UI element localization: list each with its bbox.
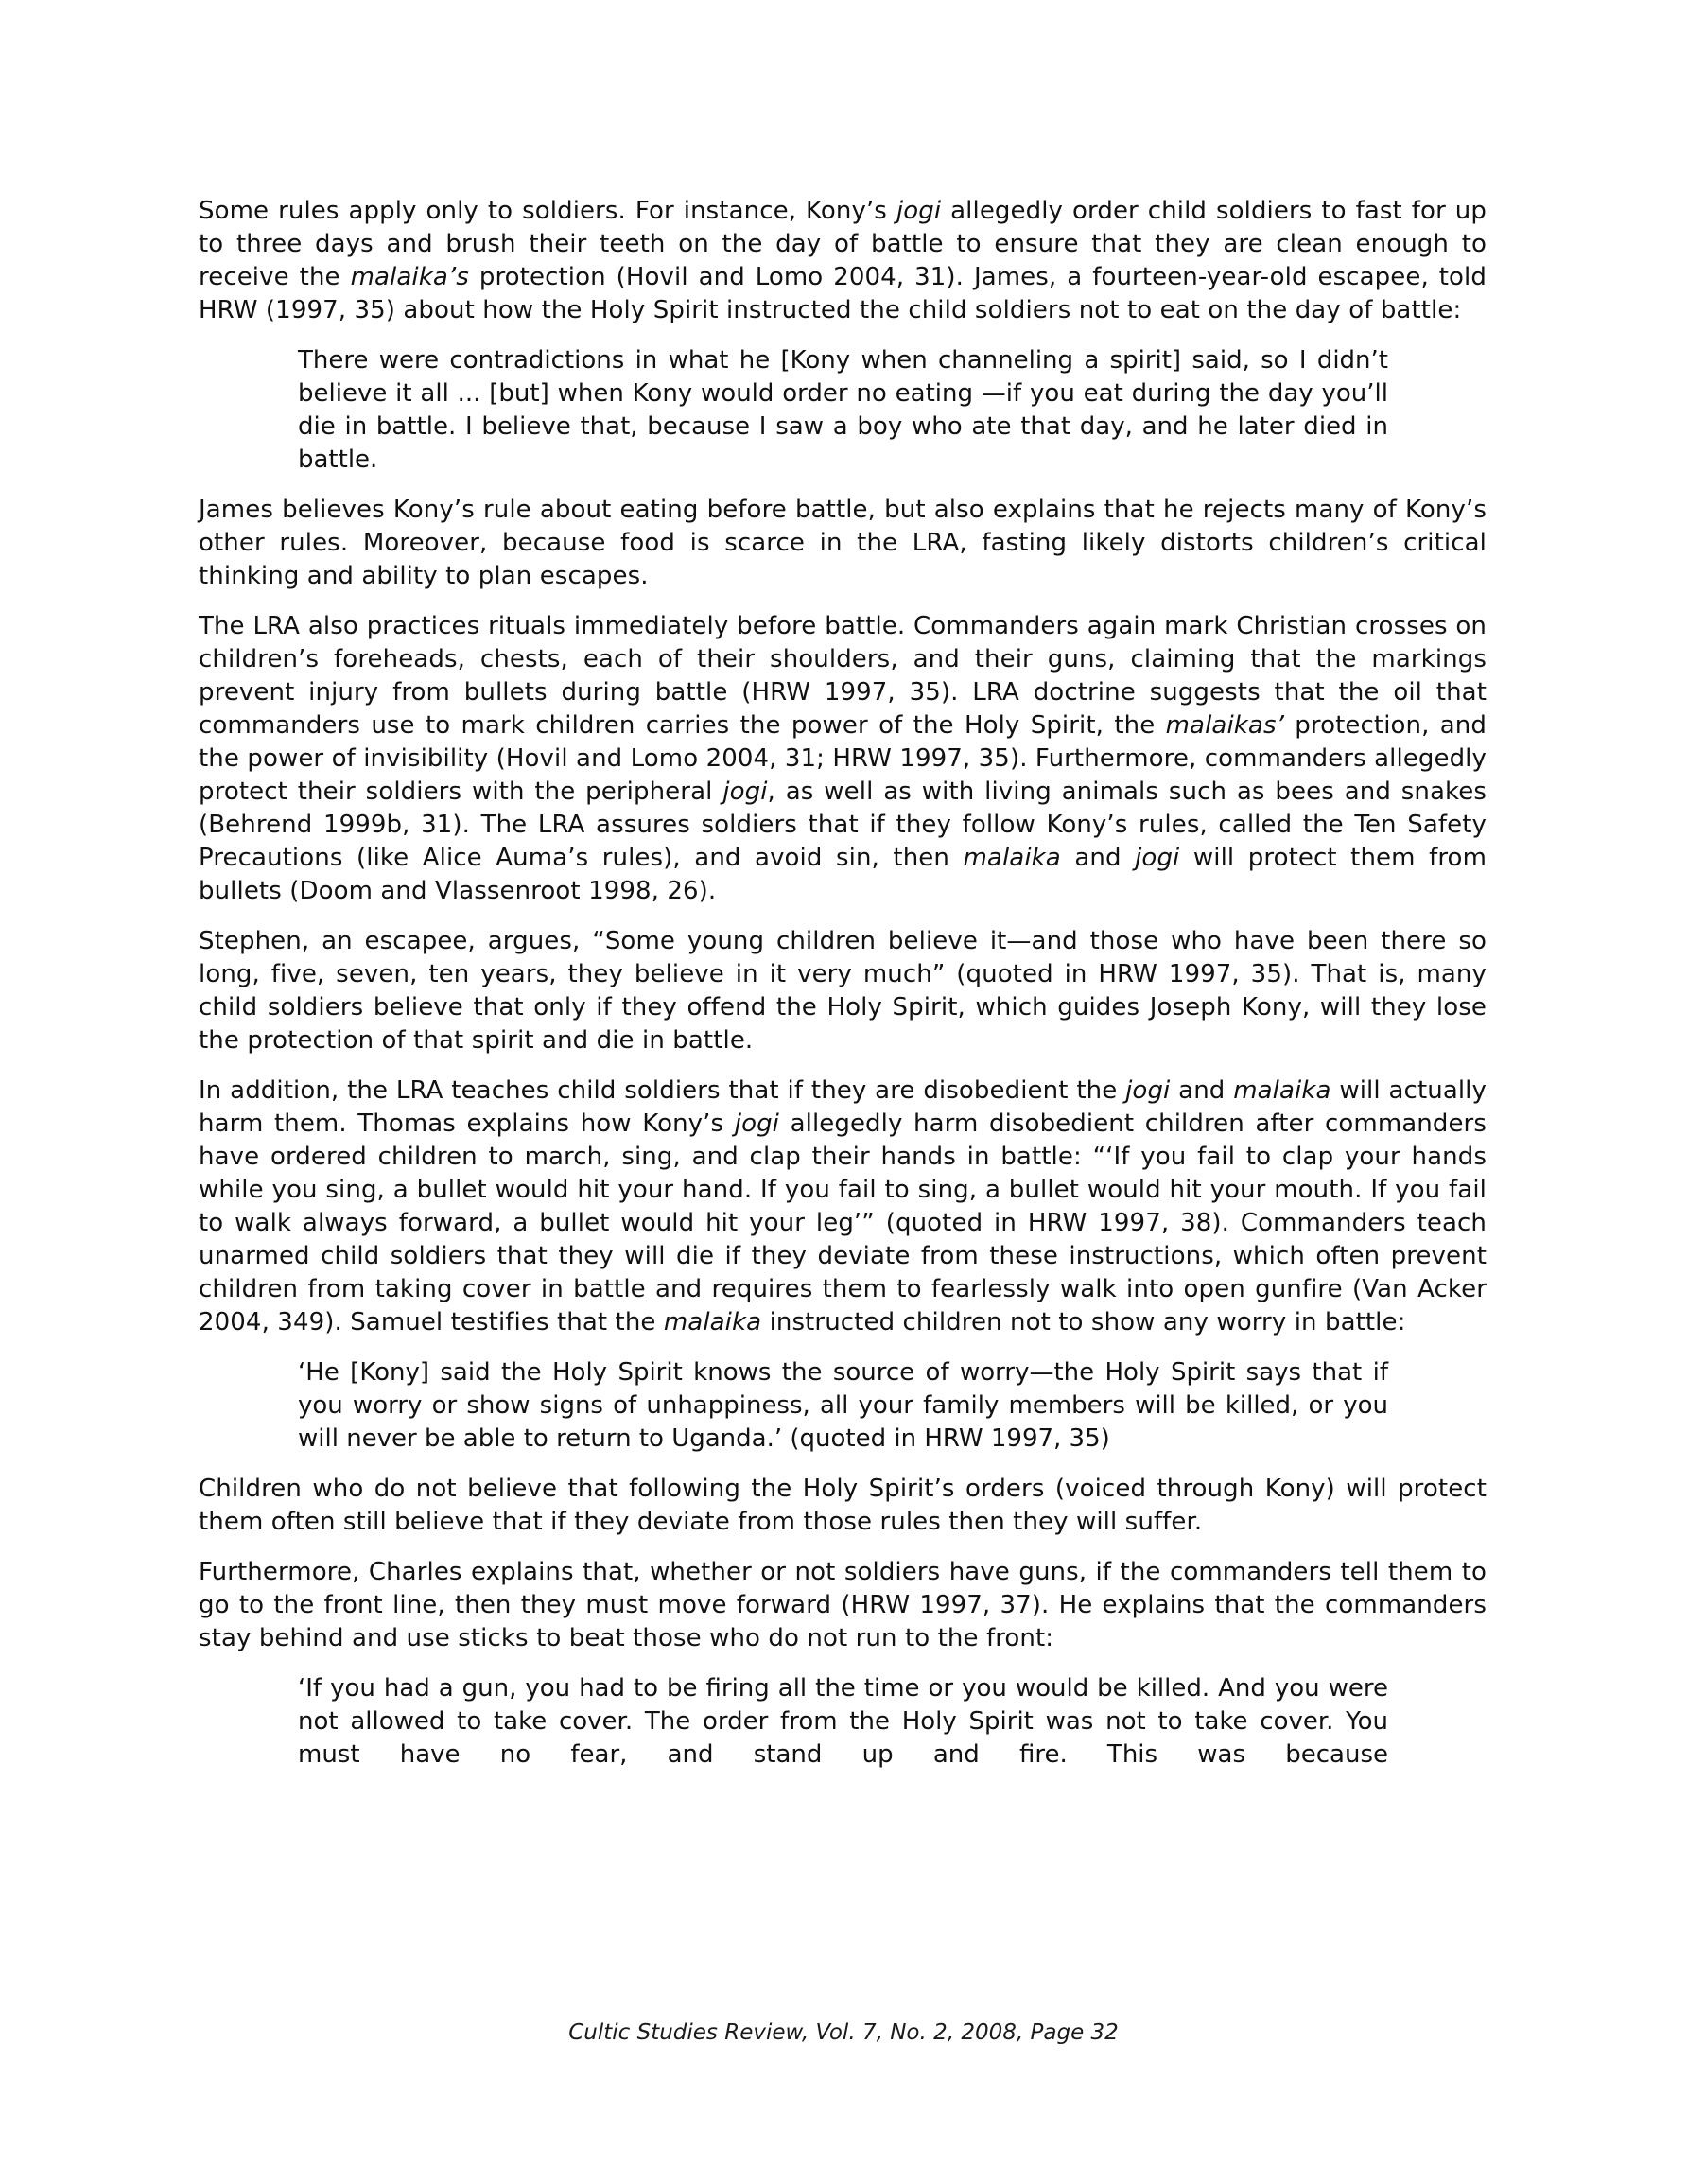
italic-term: jogi [1125,1076,1171,1105]
italic-term: jogi [722,778,768,806]
text-run: and [1060,844,1136,872]
italic-term: jogi [1135,844,1180,872]
text-run: instructed children not to show any worry in battle: [761,1308,1406,1337]
text-run: Stephen, an escapee, argues, “Some young children believe it—and those who have been there so long, five, seven, ten years, they believe in it very much” (quoted in HRW 1997, 35). That is, many child soldiers believe that only if they offend the Holy Spirit, which guides Joseph Kony, will they lose the protection of that spirit and die in battle. [199,927,1487,1055]
body-paragraph [199,1075,1487,1339]
text-run: Children who do not believe that following the Holy Spirit’s orders (voiced through Kony) will protect them often still believe that if they deviate from those rules then they will suffer. [199,1475,1487,1536]
text-run: James believes Kony’s rule about eating before battle, but also explains that he rejects many of Kony’s other rules. Moreover, because food is scarce in the LRA, fasting likely distorts children’s critical thinking and ability to plan escapes. [199,496,1487,590]
text-run: allegedly harm disobedient children after commanders have ordered children to march, sing, and clap their hands in battle: “‘If you fail to clap your hands while you sing, a bullet would hit your hand. If you fail to sing, a bullet would hit your mouth. If you fail to walk always forward, a bullet would hit your leg’” (quoted in HRW 1997, 38). Commanders teach unarmed child soldiers that they will die if they deviate from these instructions, which often prevent children from taking cover in battle and requires them to fearlessly walk into open gunfire (Van Acker 2004, 349). Samuel testifies that the [199,1109,1487,1337]
body-paragraph [199,1556,1487,1655]
body-paragraph [199,610,1487,908]
block-quote [298,1356,1388,1456]
text-run: and [1170,1076,1234,1105]
text-run: will actually harm them. Thomas explains how Kony’s [199,1076,1487,1138]
text-run: Some rules apply only to soldiers. For instance, Kony’s [199,197,896,225]
text-run: , as well as with living animals such as bees and snakes (Behrend 1999b, 31). The LRA assures soldiers that if they follow Kony’s rules, called the Ten Safety Precautions (like Alice Auma’s rules), and avoid sin, then [199,778,1487,872]
text-run: ‘If you had a gun, you had to be firing all the time or you would be killed. And you were not allowed to take cover. The order from the Holy Spirit was not to take cover. You must have no fear, and stand up and fire. This was because [298,1674,1388,1769]
text-run: Furthermore, Charles explains that, whether or not soldiers have guns, if the commanders tell them to go to the front line, then they must move forward (HRW 1997, 37). He explains that the commanders stay behind and use sticks to beat those who do not run to the front: [199,1558,1487,1652]
block-quote [298,344,1388,477]
italic-term: jogi [734,1109,780,1138]
text-run: ‘He [Kony] said the Holy Spirit knows the source of worry—the Holy Spirit says that if you worry or show signs of unhappiness, all your family members will be killed, or you will never be able to return to Uganda.’ (quoted in HRW 1997, 35) [298,1358,1388,1453]
italic-term: malaika [963,844,1061,872]
text-run: will protect them from bullets (Doom and Vlassenroot 1998, 26). [199,844,1487,905]
article-body [199,195,1487,1789]
italic-term: malaika’s [350,263,469,291]
body-paragraph [199,925,1487,1057]
body-paragraph [199,195,1487,327]
text-run: The LRA also practices rituals immediately before battle. Commanders again mark Christian crosses on children’s foreheads, chests, each of their shoulders, and their guns, claiming that the markings prevent injury from bullets during battle (HRW 1997, 35). LRA doctrine suggests that the oil that commanders use to mark children carries the power of the Holy Spirit, the [199,612,1487,740]
italic-term: jogi [896,197,942,225]
body-paragraph [199,494,1487,593]
text-run: allegedly order child soldiers to fast for up to three days and brush their teeth on the day of battle to ensure that they are clean enough to receive the [199,197,1487,291]
italic-term: malaika [663,1308,762,1337]
text-run: protection (Hovil and Lomo 2004, 31). James, a fourteen-year-old escapee, told HRW (1997, 35) about how the Holy Spirit instructed the child soldiers not to eat on the day of battle: [199,263,1487,324]
body-paragraph [199,1473,1487,1539]
italic-term: malaika [1233,1076,1331,1105]
text-run: In addition, the LRA teaches child soldiers that if they are disobedient the [199,1076,1126,1105]
text-run: There were contradictions in what he [Kony when channeling a spirit] said, so I didn’t believe it all ... [but] when Kony would order no eating —if you eat during the day you’ll die in battle. I believe that, because I saw a boy who ate that day, and he later died in battle. [298,346,1388,474]
italic-term: malaikas’ [1165,711,1284,740]
text-run: protection, and the power of invisibility (Hovil and Lomo 2004, 31; HRW 1997, 35). Furthermore, commanders allegedly protect their soldiers with the peripheral [199,711,1487,806]
page-footer: Cultic Studies Review, Vol. 7, No. 2, 2008, Page 32 [568,2020,1119,2045]
block-quote [298,1672,1388,1772]
